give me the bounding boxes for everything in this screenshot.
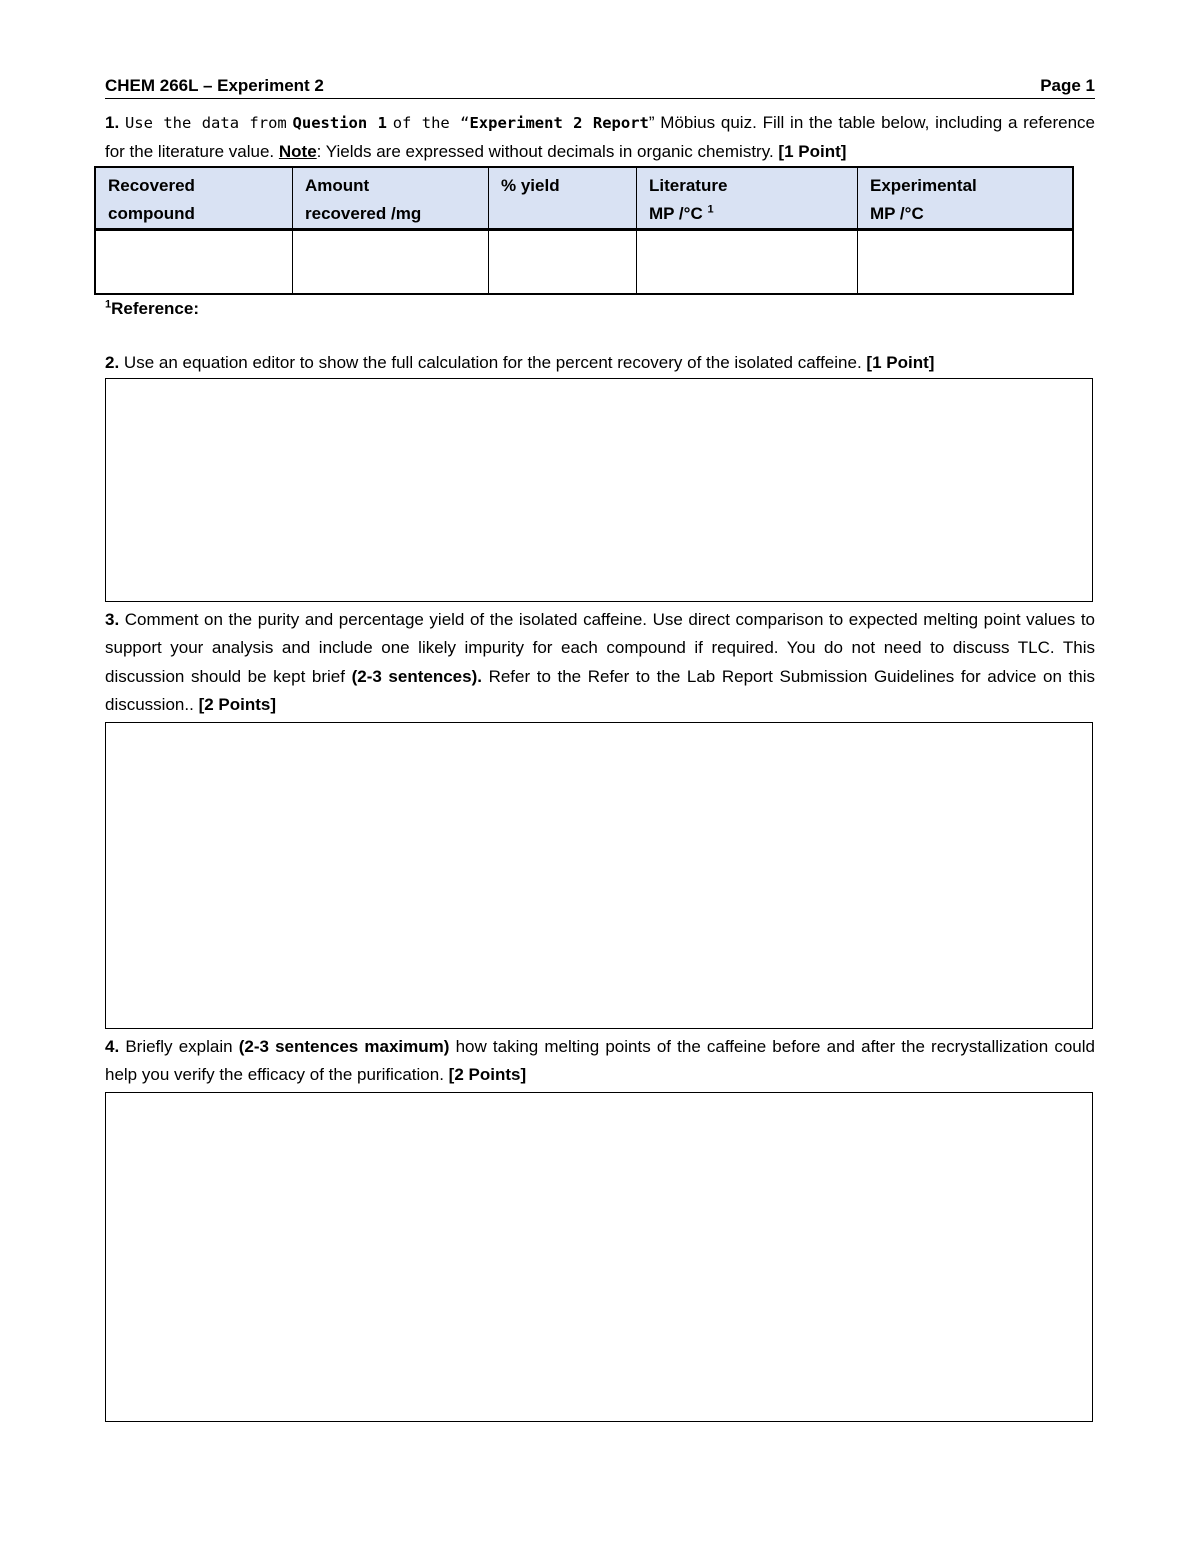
answer-box-2[interactable] [105, 378, 1093, 602]
header-line-2: MP /°C $^1$ [649, 203, 714, 223]
footnote-marker: 1 [707, 203, 714, 216]
table-cell-input[interactable] [858, 230, 1074, 295]
question-1-points: [1 Point] [778, 141, 847, 161]
question-1-note-text: : Yields are expressed without decimals in organic chemistry. [316, 141, 774, 161]
question-2-number: 2. [105, 353, 120, 372]
table-header-row [95, 167, 1073, 230]
reference-label: Reference: [111, 299, 199, 318]
question-1-ref-report: Experiment 2 Report [469, 114, 649, 132]
table-cell-input[interactable] [95, 230, 293, 295]
question-4-text-a: Briefly explain [125, 1036, 233, 1056]
question-3-number: 3. [105, 609, 120, 629]
question-4-text-b: how taking melting points of the caffeine before and after the recrystallization could help you verify the efficacy of the purification. [105, 1036, 1095, 1084]
question-1 [105, 109, 1095, 166]
question-4-length: (2-3 sentences maximum) [238, 1036, 450, 1056]
question-4-points: [2 Points] [448, 1065, 527, 1084]
header-line-1: Amount [305, 176, 370, 195]
question-4-number: 4. [105, 1036, 120, 1056]
table-header-cell [293, 167, 489, 230]
question-2 [105, 349, 1095, 378]
header-line-2: recovered /mg [305, 204, 422, 223]
header-line-1: Recovered [108, 176, 195, 195]
question-3-text-b: Refer to the Refer to the Lab Report Submission Guidelines for advice on this discussion.. [105, 666, 1095, 714]
table-header-cell [489, 167, 637, 230]
question-1-text-a: Use the data from [124, 114, 287, 132]
table-cell-input[interactable] [637, 230, 858, 295]
answer-box-3[interactable] [105, 722, 1093, 1029]
table-header-cell [637, 167, 858, 230]
question-3-length: (2-3 sentences). [351, 666, 482, 686]
header-title: CHEM 266L – Experiment 2 [105, 76, 324, 95]
reference-marker: 1 [105, 298, 112, 311]
reference-line [105, 299, 1095, 319]
question-1-ref-question: Question 1 [292, 114, 387, 132]
table-header-cell [858, 167, 1074, 230]
question-3 [105, 606, 1095, 720]
table-header-cell [95, 167, 293, 230]
page-header [105, 70, 1095, 99]
question-1-number: 1. [105, 113, 120, 132]
header-line-1: Literature [649, 176, 728, 195]
header-line-2: compound [108, 204, 195, 223]
header-line-2: MP /°C [870, 204, 924, 223]
question-2-points: [1 Point] [866, 353, 935, 372]
results-table [94, 166, 1074, 295]
table-cell-input[interactable] [489, 230, 637, 295]
question-4 [105, 1033, 1095, 1090]
question-2-text: Use an equation editor to show the full calculation for the percent recovery of the isolated caffeine. [123, 353, 862, 372]
question-1-note-label: Note [278, 141, 317, 161]
page-number: Page 1 [1040, 76, 1095, 95]
header-line-1: Experimental [870, 176, 977, 195]
header-line-1: % yield [501, 176, 560, 195]
answer-box-4[interactable] [105, 1092, 1093, 1422]
question-3-text-a: Comment on the purity and percentage yield of the isolated caffeine. Use direct comparison to expected melting point values to support your analysis and include one likely impurity for each compound if required. You do not need to discuss TLC. This discussion should be kept brief [105, 609, 1095, 686]
question-1-text-c: ” Möbius quiz. Fill in the table below, including a reference for the literature value. [105, 113, 1095, 161]
table-row [95, 230, 1073, 295]
question-3-points: [2 Points] [198, 695, 277, 714]
table-cell-input[interactable] [293, 230, 489, 295]
question-1-text-b: of the “ [392, 114, 470, 132]
document-page [105, 70, 1095, 1422]
